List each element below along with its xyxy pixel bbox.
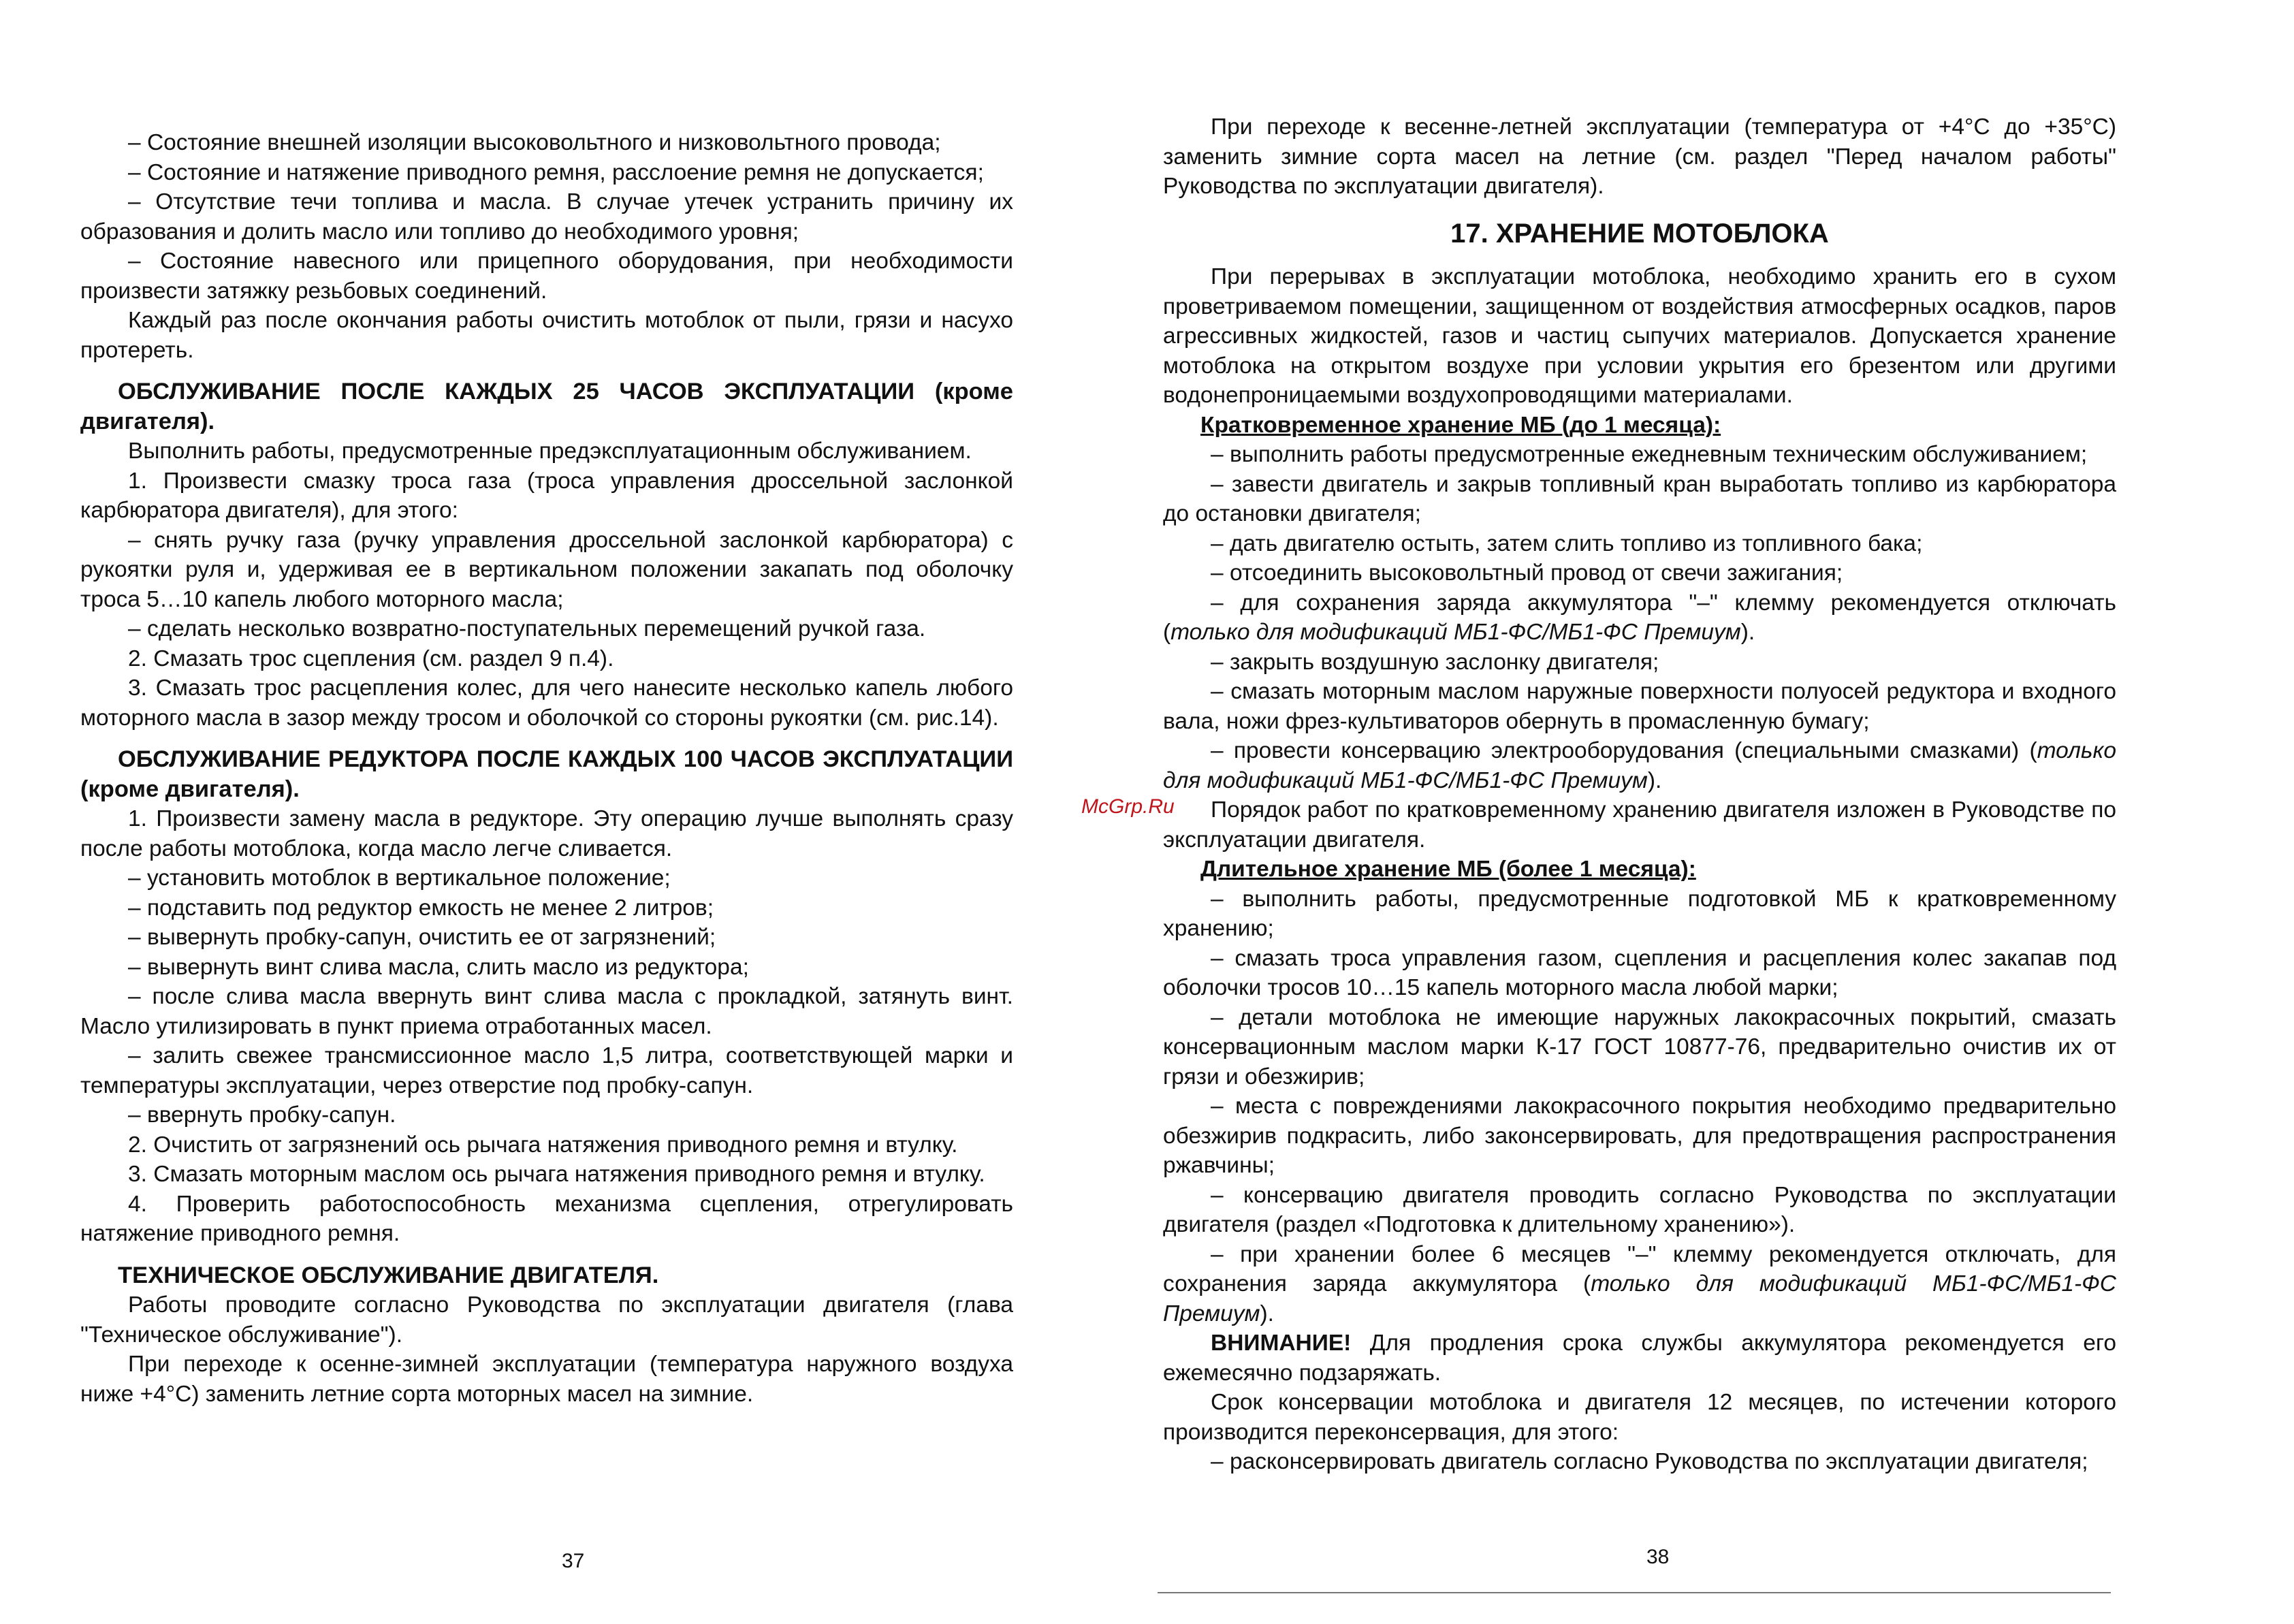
paragraph: – закрыть воздушную заслонку двигателя; (1211, 649, 1659, 675)
paragraph: При перерывах в эксплуатации мотоблока, необходимо хранить его в сухом проветриваемом помещении, защищенном от воздействия атмосферных осадков, паров агрессивных жидкостей, газов и частиц сыпучих материалов. Допускается хранение мотоблока на открытом воздухе при условии укрытия его брезентом или другими водонепроницаемыми воздухопроводящими материалами. (1163, 264, 2116, 408)
section-heading-25h: ОБСЛУЖИВАНИЕ ПОСЛЕ КАЖДЫХ 25 ЧАСОВ ЭКСПЛУАТАЦИИ (кроме двигателя). (80, 379, 1013, 434)
paragraph: Каждый раз после окончания работы очистить мотоблок от пыли, грязи и насухо протереть. (80, 308, 1013, 363)
text: – для сохранения заряда аккумулятора "–" клемму рекомендуется отключать ( (1163, 590, 2116, 645)
paragraph: – смазать моторным маслом наружные поверхности полуосей редуктора и входного вала, ножи фрез-культиваторов обернуть в промасленную бумагу; (1163, 679, 2116, 734)
section-title-storage: 17. ХРАНЕНИЕ МОТОБЛОКА (1450, 218, 1829, 249)
watermark: McGrp.Ru (1081, 795, 1175, 818)
paragraph: – смазать троса управления газом, сцепления и расцепления колес закапав под оболочки тросов 10…15 капель моторного масла любой марки; (1163, 945, 2116, 1000)
paragraph: – отсоединить высоковольтный провод от свечи зажигания; (1211, 560, 1843, 586)
paragraph: 1. Произвести замену масла в редукторе. Эту операцию лучше выполнять сразу после работы мотоблока, когда масло легче сливается. (80, 806, 1013, 861)
page-38 (1151, 0, 2294, 1624)
paragraph (1163, 588, 2116, 648)
paragraph: – сделать несколько возвратно-поступательных перемещений ручкой газа. (128, 616, 926, 641)
paragraph: 4. Проверить работоспособность механизма сцепления, отрегулировать натяжение приводного ремня. (80, 1191, 1013, 1246)
paragraph: – выполнить работы предусмотренные ежедневным техническим обслуживанием; (1211, 442, 2088, 467)
paragraph: – Состояние навесного или прицепного оборудования, при необходимости произвести затяжку резьбовых соединений. (80, 249, 1013, 304)
text: ). (1647, 767, 1662, 793)
paragraph: 2. Очистить от загрязнений ось рычага натяжения приводного ремня и втулку. (128, 1132, 958, 1158)
paragraph: Выполнить работы, предусмотренные предэксплуатационным обслуживанием. (128, 439, 972, 464)
paragraph: – расконсервировать двигатель согласно Руководства по эксплуатации двигателя; (1211, 1449, 2088, 1474)
paragraph: – подставить под редуктор емкость не менее 2 литров; (128, 895, 714, 921)
text: ). (1260, 1301, 1274, 1326)
paragraph: – консервацию двигателя проводить согласно Руководства по эксплуатации двигателя (раздел «Подготовка к длительному хранению»). (1163, 1182, 2116, 1237)
paragraph: 3. Смазать моторным маслом ось рычага натяжения приводного ремня и втулку. (128, 1162, 985, 1187)
italic-note: только для модификаций МБ1-ФС/МБ1-ФС Премиум (1163, 738, 2116, 793)
italic-note: только для модификаций МБ1-ФС/МБ1-ФС Премиум (1163, 1271, 2116, 1326)
paragraph: При переходе к весенне-летней эксплуатации (температура от +4°С до +35°С) заменить зимние сорта масел на летние (см. раздел "Перед началом работы" Руководства по эксплуатации двигателя). (1163, 114, 2116, 199)
paragraph (1163, 736, 2116, 795)
paragraph: – после слива масла ввернуть винт слива масла с прокладкой, затянуть винт. Масло утилизировать в пункт приема отработанных масел. (80, 984, 1013, 1039)
paragraph: – ввернуть пробку-сапун. (128, 1102, 396, 1128)
paragraph: – дать двигателю остыть, затем слить топливо из топливного бака; (1211, 530, 1923, 556)
text: Для продления срока службы аккумулятора рекомендуется его ежемесячно подзаряжать. (1163, 1331, 2116, 1386)
paragraph: – установить мотоблок в вертикальное положение; (128, 865, 671, 891)
italic-note: только для модификаций МБ1-ФС/МБ1-ФС Премиум (1170, 620, 1741, 645)
text: ). (1740, 620, 1755, 645)
paragraph: Работы проводите согласно Руководства по эксплуатации двигателя (глава "Техническое обслуживание"). (80, 1292, 1013, 1348)
paragraph (1163, 1240, 2116, 1329)
paragraph: – Состояние и натяжение приводного ремня, расслоение ремня не допускается; (128, 159, 984, 185)
paragraph: – завести двигатель и закрыв топливный кран выработать топливо из карбюратора до остановки двигателя; (1163, 471, 2116, 526)
paragraph: 1. Произвести смазку троса газа (троса управления дроссельной заслонкой карбюратора двигателя), для этого: (80, 468, 1013, 523)
page-number: 37 (562, 1550, 585, 1572)
paragraph: – места с повреждениями лакокрасочного покрытия необходимо предварительно обезжирив подкрасить, либо законсервировать, для предотвращения распространения ржавчины; (1163, 1094, 2116, 1178)
subheading-short-storage: Кратковременное хранение МБ (до 1 месяца): (1200, 412, 1721, 438)
subheading-long-storage: Длительное хранение МБ (более 1 месяца): (1200, 857, 1696, 882)
text: – провести консервацию электрооборудования (специальными смазками) ( (1211, 738, 2037, 763)
left-column (80, 128, 1013, 1409)
paragraph: – Отсутствие течи топлива и масла. В случае утечек устранить причину их образования и долить масло или топливо до необходимого уровня; (80, 189, 1013, 244)
page-number: 38 (1646, 1546, 1670, 1568)
paragraph: Порядок работ по кратковременному хранению двигателя изложен в Руководстве по эксплуатации двигателя. (1163, 797, 2116, 853)
bottom-scan-line (1158, 1592, 2111, 1593)
right-column (1163, 112, 2116, 1477)
paragraph: – снять ручку газа (ручку управления дроссельной заслонкой карбюратора) с рукоятки руля и, удерживая ее в вертикальном положении закапать под оболочку троса 5…10 капель любого моторного масла; (80, 527, 1013, 612)
paragraph: При переходе к осенне-зимней эксплуатации (температура наружного воздуха ниже +4°С) заменить летние сорта моторных масел на зимние. (80, 1352, 1013, 1407)
paragraph: Срок консервации мотоблока и двигателя 12 месяцев, по истечении которого производится переконсервация, для этого: (1163, 1390, 2116, 1445)
paragraph: – Состояние внешней изоляции высоковольтного и низковольтного провода; (128, 130, 941, 155)
paragraph: 3. Смазать трос расцепления колес, для чего нанесите несколько капель любого моторного масла в зазор между тросом и оболочкой со стороны рукоятки (см. рис.14). (80, 675, 1013, 731)
paragraph: 2. Смазать трос сцепления (см. раздел 9 п.4). (128, 646, 614, 671)
paragraph: – выполнить работы, предусмотренные подготовкой МБ к кратковременному хранению; (1163, 886, 2116, 941)
paragraph: – детали мотоблока не имеющие наружных лакокрасочных покрытий, смазать консервационным маслом марки К-17 ГОСТ 10877-76, предварительно очистив их от грязи и обезжирив; (1163, 1004, 2116, 1089)
section-heading-100h: ОБСЛУЖИВАНИЕ РЕДУКТОРА ПОСЛЕ КАЖДЫХ 100 ЧАСОВ ЭКСПЛУАТАЦИИ (кроме двигателя). (80, 746, 1013, 802)
attention-label: ВНИМАНИЕ! (1211, 1331, 1352, 1356)
text: – при хранении более 6 месяцев "–" клемму рекомендуется отключать, для сохранения заряда аккумулятора ( (1163, 1241, 2116, 1296)
paragraph: – залить свежее трансмиссионное масло 1,5 литра, соответствующей марки и температуры эксплуатации, через отверстие под пробку-сапун. (80, 1043, 1013, 1098)
paragraph: – вывернуть винт слива масла, слить масло из редуктора; (128, 954, 749, 980)
section-heading-engine: ТЕХНИЧЕСКОЕ ОБСЛУЖИВАНИЕ ДВИГАТЕЛЯ. (118, 1262, 659, 1288)
paragraph: – вывернуть пробку-сапун, очистить ее от загрязнений; (128, 925, 716, 950)
paragraph (1163, 1328, 2116, 1388)
